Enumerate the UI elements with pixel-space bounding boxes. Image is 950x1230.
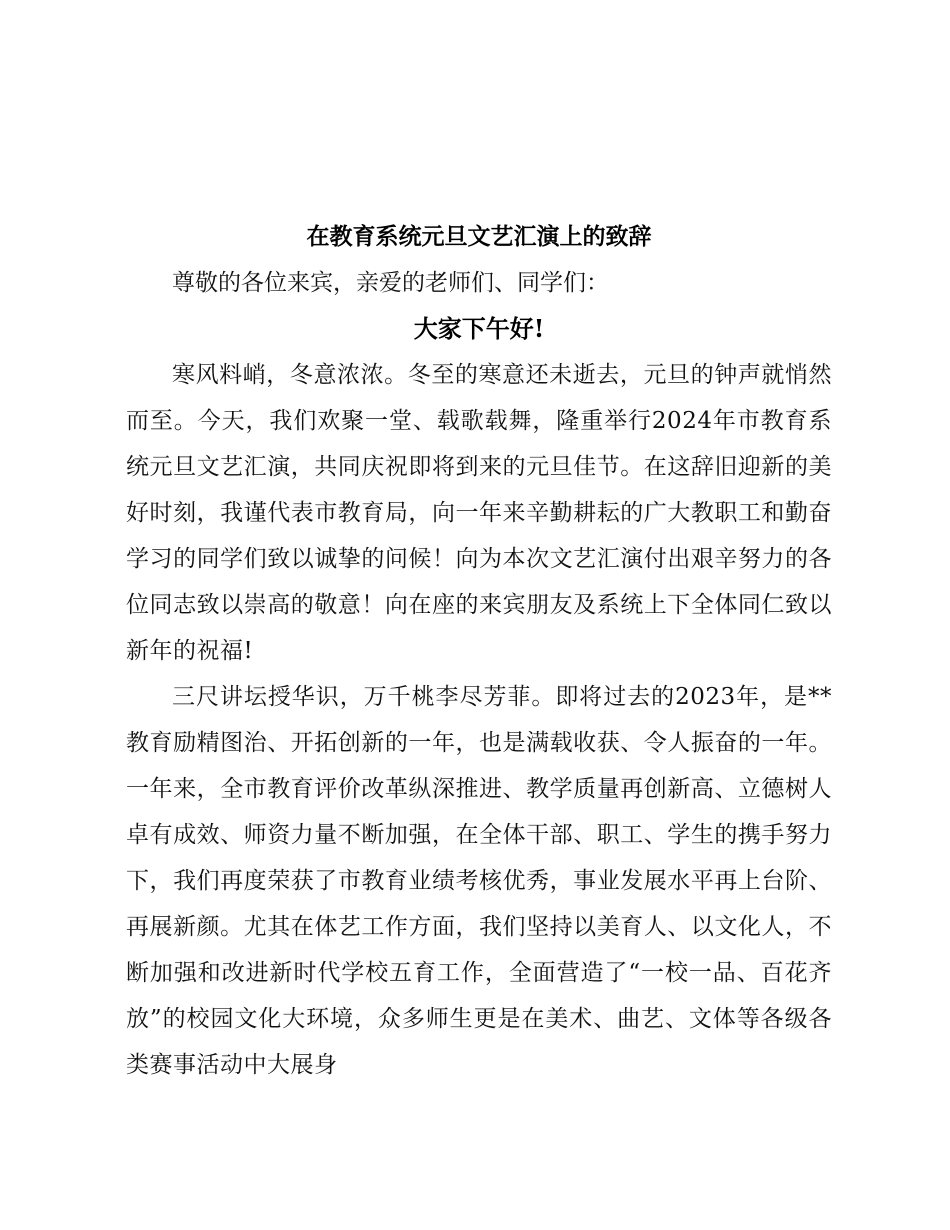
greeting: 大家下午好! <box>413 314 545 343</box>
document-title: 在教育系统元旦文艺汇演上的致辞 <box>306 223 652 250</box>
paragraph-2: 三尺讲坛授华识，万千桃李尽芳菲。即将过去的2023年，是**教育励精图治、开拓创新的一年，也是满载收获、令人振奋的一年。一年来，全市教育评价改革纵深推进、教学质量再创新高、立德树人卓有成效、师资力量不断加强，在全体干部、职工、学生的携手努力下，我们再度荣获了市教育业绩考核优秀，事业发展水平再上台阶、再展新颜。尤其在体艺工作方面，我们坚持以美育人、以文化人，不断加强和改进新时代学校五育工作，全面营造了“一校一品、百花齐放”的校园文化大环境，众多师生更是在美术、曲艺、文体等各级各类赛事活动中大展身 <box>126 684 832 1078</box>
document-body <box>126 214 832 1088</box>
salutation: 尊敬的各位来宾，亲爱的老师们、同学们： <box>172 270 609 296</box>
paragraph-1: 寒风料峭，冬意浓浓。冬至的寒意还未逝去，元旦的钟声就悄然而至。今天，我们欢聚一堂、载歌载舞，隆重举行2024年市教育系统元旦文艺汇演，共同庆祝即将到来的元旦佳节。在这辞旧迎新的美好时刻，我谨代表市教育局，向一年来辛勤耕耘的广大教职工和勤奋学习的同学们致以诚挚的问候！向为本次文艺汇演付出艰辛努力的各位同志致以崇高的敬意！向在座的来宾朋友及系统上下全体同仁致以新年的祝福! <box>126 362 832 664</box>
